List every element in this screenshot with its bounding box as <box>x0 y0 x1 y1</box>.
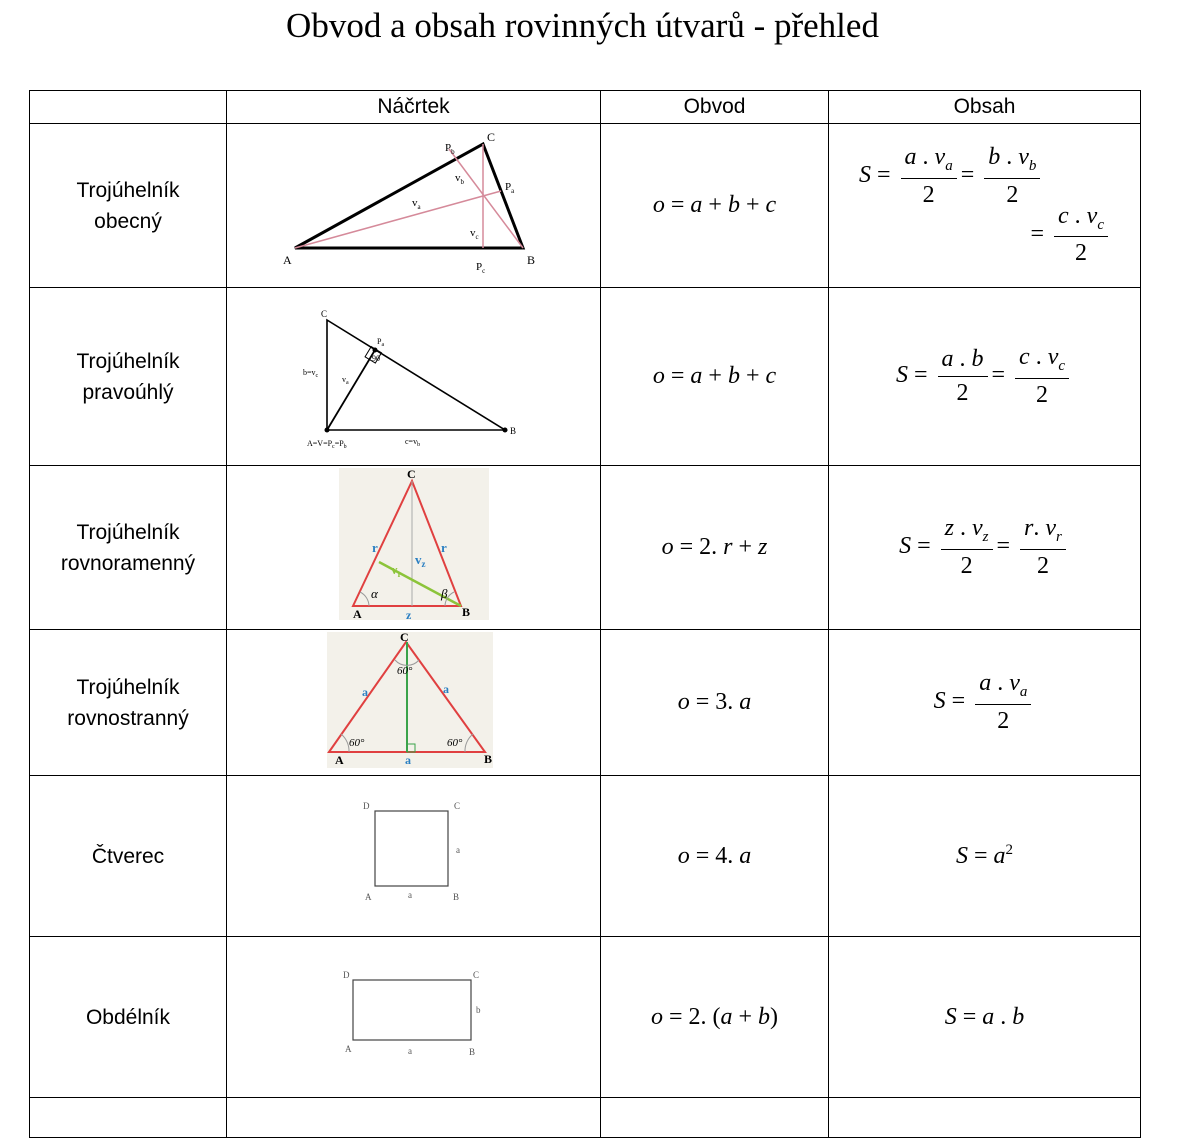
shape-name-cell <box>30 937 227 1098</box>
height-vc-label: $v_c$ <box>469 227 479 241</box>
shape-name: Čtverec <box>91 844 165 868</box>
vertex-b-label: B <box>452 892 459 902</box>
vertex-a-label: A <box>334 753 344 767</box>
vertex-b-label: B <box>461 605 470 619</box>
height-va-label: $v_a$ <box>411 197 421 211</box>
shape-name-qualifier: rovnostranný <box>67 706 189 730</box>
general-triangle-sketch <box>229 124 599 282</box>
header-perimeter: Obvod <box>601 91 829 124</box>
side-a-bottom-label: a <box>404 753 411 767</box>
perimeter-formula: o = 3. a <box>601 630 829 776</box>
area-formula: $S = a^2$ <box>829 776 1141 937</box>
table-row <box>30 124 1141 288</box>
header-sketch: Náčrtek <box>227 91 601 124</box>
shape-name-cell <box>30 124 227 288</box>
vertex-c-label: C <box>486 130 495 144</box>
area-formula: S = a . b <box>829 937 1141 1098</box>
area-formula: S = $\frac{a . v_a}{2}$ = $\frac{b . v_b}{2}$ = $\frac{c . v_c}{2}$ <box>829 124 1141 288</box>
side-r-right-label: r <box>440 540 447 555</box>
perimeter-formula: o = a + b + c <box>601 124 829 288</box>
height-vb-label: $v_b$ <box>454 172 464 186</box>
vertex-b-label: B <box>509 426 516 436</box>
sketch-cell <box>227 630 601 776</box>
shape-name-cell <box>30 466 227 630</box>
vertex-a-label: $A=V=P_c=P_b$ <box>306 439 347 450</box>
formula-table <box>29 90 1141 1138</box>
vertex-b-label: B <box>526 253 535 267</box>
shape-name: Trojúhelník <box>76 520 180 544</box>
vertex-c-label: C <box>320 309 327 319</box>
page-title: Obvod a obsah rovinných útvarů - přehled <box>286 6 879 45</box>
vertex-a-label: A <box>282 253 292 267</box>
perimeter-formula: o = 2. (a + b) <box>601 937 829 1098</box>
side-a-right-label: a <box>455 845 460 855</box>
vertex-c-label: C <box>472 970 479 980</box>
vertex-c-label: C <box>453 801 460 811</box>
height-vz-label: $v_z$ <box>414 552 425 569</box>
header-shape <box>30 91 227 124</box>
leg-c-label: $c=v_b$ <box>404 437 420 448</box>
equilateral-triangle-sketch <box>229 630 599 770</box>
side-a-left-label: a <box>361 685 368 699</box>
vertex-a-label: A <box>352 607 362 621</box>
shape-name: Obdélník <box>85 1005 171 1029</box>
right-angle-label: 90 <box>371 354 380 363</box>
vertex-a-label: A <box>364 892 371 902</box>
angle-beta-label: β <box>440 586 447 601</box>
side-b-right-label: b <box>475 1005 480 1015</box>
isosceles-triangle-sketch <box>229 466 599 624</box>
right-triangle-sketch <box>229 288 599 460</box>
vertex-b-label: B <box>483 752 492 766</box>
shape-name: Trojúhelník <box>76 349 180 373</box>
table-row <box>30 937 1141 1098</box>
table-row <box>30 466 1141 630</box>
vertex-c-label: C <box>399 630 409 644</box>
table-row <box>30 630 1141 776</box>
sketch-cell <box>227 776 601 937</box>
foot-pa-label: $P_a$ <box>504 181 514 195</box>
shape-name-qualifier: rovnoramenný <box>60 551 196 575</box>
rectangle-sketch <box>229 937 599 1092</box>
side-r-left-label: r <box>371 540 378 555</box>
base-z-label: z <box>405 608 411 622</box>
side-a-right-label: a <box>442 682 449 696</box>
header-row <box>30 91 1141 124</box>
vertex-d-label: D <box>342 970 349 980</box>
table-row <box>30 1098 1141 1138</box>
foot-pa-label: $P_a$ <box>376 337 384 348</box>
sketch-cell <box>227 288 601 466</box>
height-va-label: $v_a$ <box>341 375 349 386</box>
vertex-c-label: C <box>406 467 416 481</box>
square-sketch <box>229 776 599 931</box>
angle-left-label: 60° <box>348 737 364 749</box>
perimeter-formula: o = 4. a <box>601 776 829 937</box>
vertex-d-label: D <box>362 801 369 811</box>
foot-pc-label: $P_c$ <box>475 261 485 275</box>
foot-pb-label: $P_b$ <box>444 142 455 156</box>
shape-name: Trojúhelník <box>76 178 180 202</box>
height-vr-label: $v_r$ <box>390 562 401 579</box>
angle-right-label: 60° <box>446 737 462 749</box>
perimeter-formula: o = a + b + c <box>601 288 829 466</box>
vertex-a-label: A <box>344 1044 351 1054</box>
shape-name: Trojúhelník <box>76 675 180 699</box>
perimeter-formula: o = 2. r + z <box>601 466 829 630</box>
shape-name-cell <box>30 776 227 937</box>
shape-name-qualifier: obecný <box>94 209 162 233</box>
sketch-cell <box>227 124 601 288</box>
shape-name-qualifier: pravoúhlý <box>82 380 174 404</box>
shape-name-cell <box>30 288 227 466</box>
header-area: Obsah <box>829 91 1141 124</box>
side-a-bottom-label: a <box>407 890 412 900</box>
side-a-bottom-label: a <box>407 1046 412 1056</box>
vertex-b-label: B <box>468 1047 475 1057</box>
shape-name-cell <box>30 630 227 776</box>
area-formula: S = $\frac{a . v_a}{2}$ <box>829 630 1141 776</box>
leg-b-label: $b=v_c$ <box>302 368 318 379</box>
sketch-cell <box>227 937 601 1098</box>
area-formula: S = $\frac{a . b}{2}$ = $\frac{c . v_c}{2}$ <box>829 288 1141 466</box>
angle-alpha-label: α <box>370 586 378 601</box>
sketch-cell <box>227 466 601 630</box>
table-row <box>30 776 1141 937</box>
area-formula: S = $\frac{z . v_z}{2}$ = $\frac{r. v_r}{2}$ <box>829 466 1141 630</box>
table-row <box>30 288 1141 466</box>
angle-top-label: 60° <box>396 665 412 677</box>
